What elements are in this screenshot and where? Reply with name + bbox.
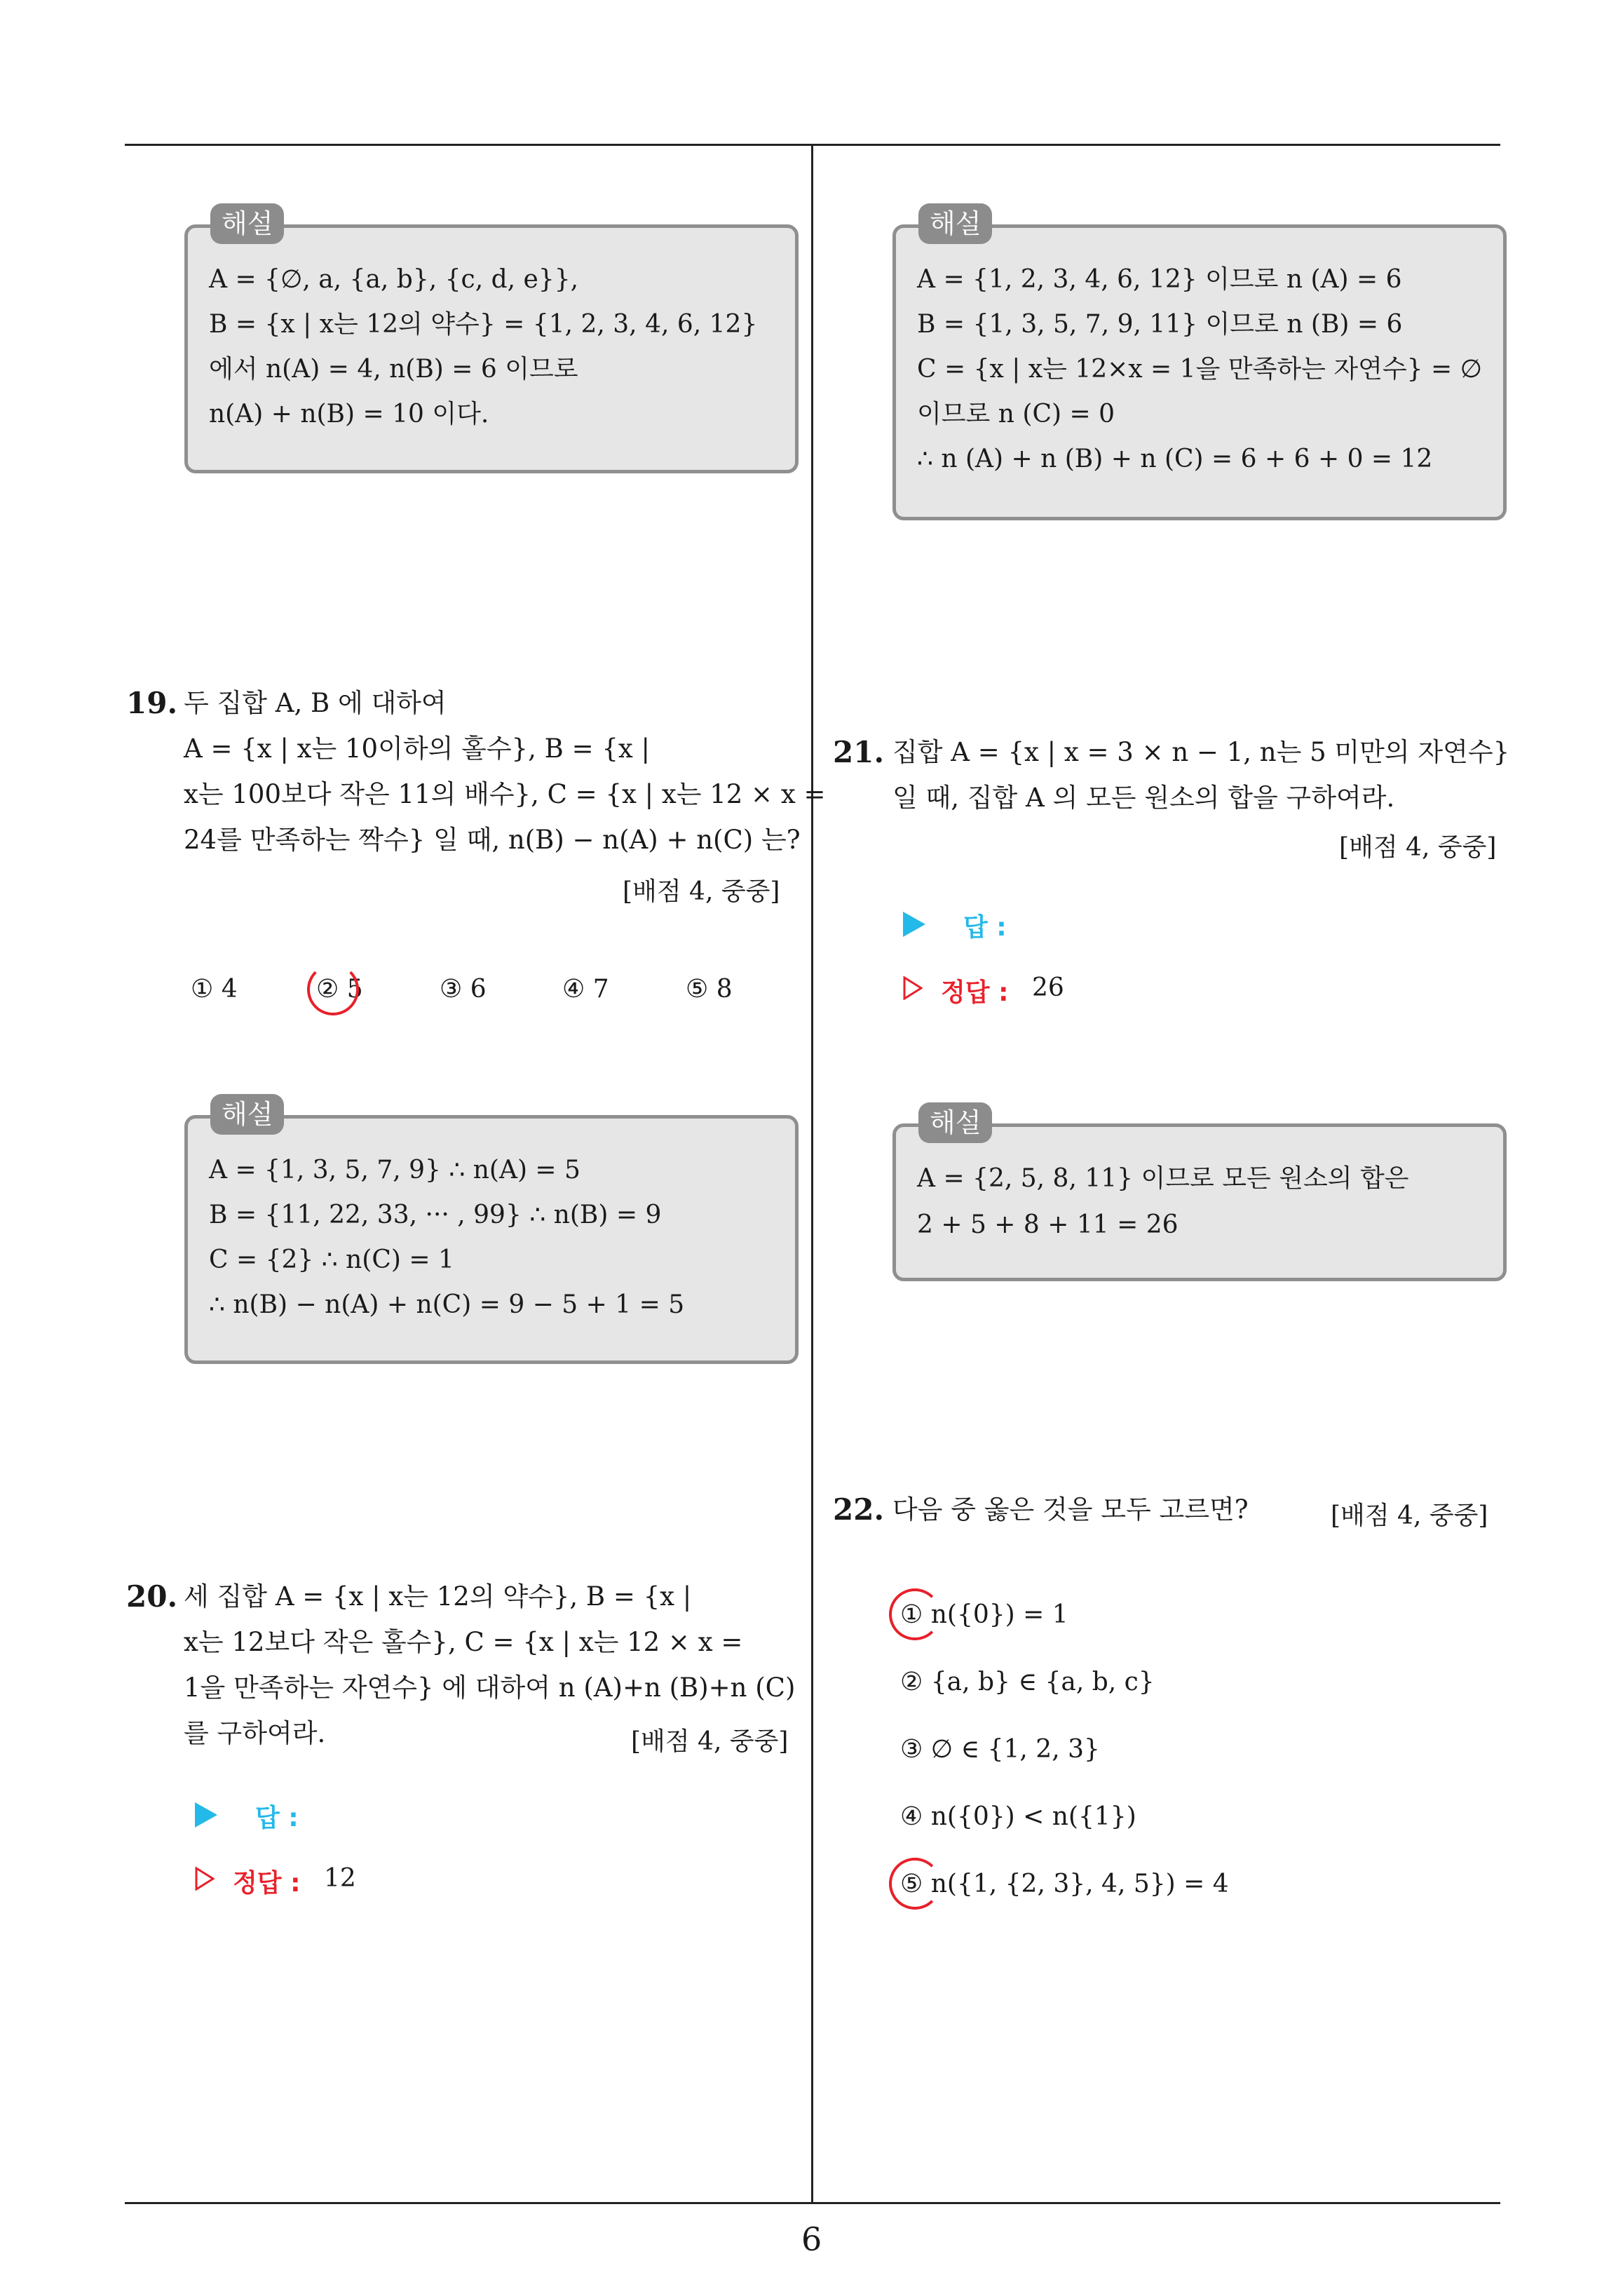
question-20-text: x는 12보다 작은 홀수}, C = {x | x는 12 × x = [184,1627,743,1657]
solution-line: n(A) + n(B) = 10 이다. [209,400,489,428]
question-20-text: 세 집합 A = {x | x는 12의 약수}, B = {x | [184,1581,692,1612]
solution-line: B = {1, 3, 5, 7, 9, 11} 이므로 n (B) = 6 [917,310,1403,339]
solution-tag: 해설 [918,1102,992,1143]
solution-line: C = {2} ∴ n(C) = 1 [209,1245,454,1274]
solution-line: C = {x | x는 12×x = 1을 만족하는 자연수} = ∅ [917,355,1482,384]
choice-1[interactable]: ① n({0}) = 1 [900,1600,1068,1629]
correct-value: 12 [324,1864,356,1893]
choice-1[interactable]: ① 4 [191,975,238,1004]
solution-box-3 [184,1115,799,1364]
choice-2[interactable]: ② {a, b} ∈ {a, b, c} [900,1668,1155,1696]
question-19-text: 24를 만족하는 짝수} 일 때, n(B) − n(A) + n(C) 는? [184,825,801,855]
question-21-text: 집합 A = {x | x = 3 × n − 1, n는 5 미만의 자연수} [892,737,1510,767]
correct-label: 정답 : [941,978,1009,1007]
answer-circle-mark [889,1858,941,1910]
question-19-text: A = {x | x는 10이하의 홀수}, B = {x | [184,734,650,764]
choice-5[interactable]: ⑤ 8 [686,975,733,1004]
choice-2[interactable]: ② 5 [316,975,363,1004]
question-19-text: 두 집합 A, B 에 대하여 [184,688,447,718]
solution-line: A = {∅, a, {a, b}, {c, d, e}}, [209,265,579,294]
bottom-rule [125,2202,1500,2204]
question-20-text: 1을 만족하는 자연수} 에 대하여 n (A)+n (B)+n (C) [184,1673,796,1703]
solution-tag: 해설 [210,203,284,244]
question-number-19: 19. [126,686,178,720]
answer-circle-mark [307,964,359,1015]
solution-line: A = {1, 2, 3, 4, 6, 12} 이므로 n (A) = 6 [917,265,1402,294]
answer-label: 답 : [963,913,1007,942]
solution-line: 이므로 n (C) = 0 [917,400,1115,428]
solution-line: A = {1, 3, 5, 7, 9} ∴ n(A) = 5 [209,1156,580,1184]
solution-line: B = {11, 22, 33, ··· , 99} ∴ n(B) = 9 [209,1201,662,1229]
question-20-text: 를 구하여라. [184,1718,326,1748]
choice-4[interactable]: ④ n({0}) < n({1}) [900,1802,1136,1831]
solution-line: ∴ n (A) + n (B) + n (C) = 6 + 6 + 0 = 12 [917,445,1433,473]
solution-box-4 [892,1123,1507,1281]
question-number-20: 20. [126,1579,178,1614]
answer-circle-mark [889,1588,941,1640]
question-21-text: 일 때, 집합 A 의 모든 원소의 합을 구하여라. [892,783,1395,813]
question-20-score: [배점 4, 중중] [631,1727,789,1756]
page-number: 6 [801,2220,822,2258]
solution-line: A = {2, 5, 8, 11} 이므로 모든 원소의 합은 [917,1164,1409,1193]
answer-arrow-icon [903,912,925,937]
solution-line: 2 + 5 + 8 + 11 = 26 [917,1210,1179,1239]
question-19-text: x는 100보다 작은 11의 배수}, C = {x | x는 12 × x = [184,779,826,809]
correct-arrow-icon [195,1867,215,1891]
correct-arrow-icon [903,976,923,1000]
solution-tag: 해설 [210,1094,284,1135]
answer-label: 답 : [255,1804,299,1832]
correct-value: 26 [1032,973,1064,1002]
column-divider [811,144,813,2204]
question-number-22: 22. [833,1492,885,1527]
choice-3[interactable]: ③ ∅ ∈ {1, 2, 3} [900,1735,1100,1764]
correct-label: 정답 : [233,1869,301,1898]
choice-3[interactable]: ③ 6 [440,975,487,1004]
solution-line: 에서 n(A) = 4, n(B) = 6 이므로 [209,355,578,384]
solution-line: B = {x | x는 12의 약수} = {1, 2, 3, 4, 6, 12} [209,310,758,339]
question-21-score: [배점 4, 중중] [1339,833,1497,862]
solution-box-2 [892,224,1507,520]
choice-4[interactable]: ④ 7 [562,975,609,1004]
solution-line: ∴ n(B) − n(A) + n(C) = 9 − 5 + 1 = 5 [209,1290,685,1319]
answer-arrow-icon [195,1802,217,1828]
choice-5[interactable]: ⑤ n({1, {2, 3}, 4, 5}) = 4 [900,1870,1229,1898]
question-22-score: [배점 4, 중중] [1331,1501,1488,1530]
question-19-score: [배점 4, 중중] [623,877,780,906]
solution-tag: 해설 [918,203,992,244]
question-22-text: 다음 중 옳은 것을 모두 고르면? [892,1494,1249,1525]
solution-box-1 [184,224,799,473]
question-number-21: 21. [833,735,885,769]
